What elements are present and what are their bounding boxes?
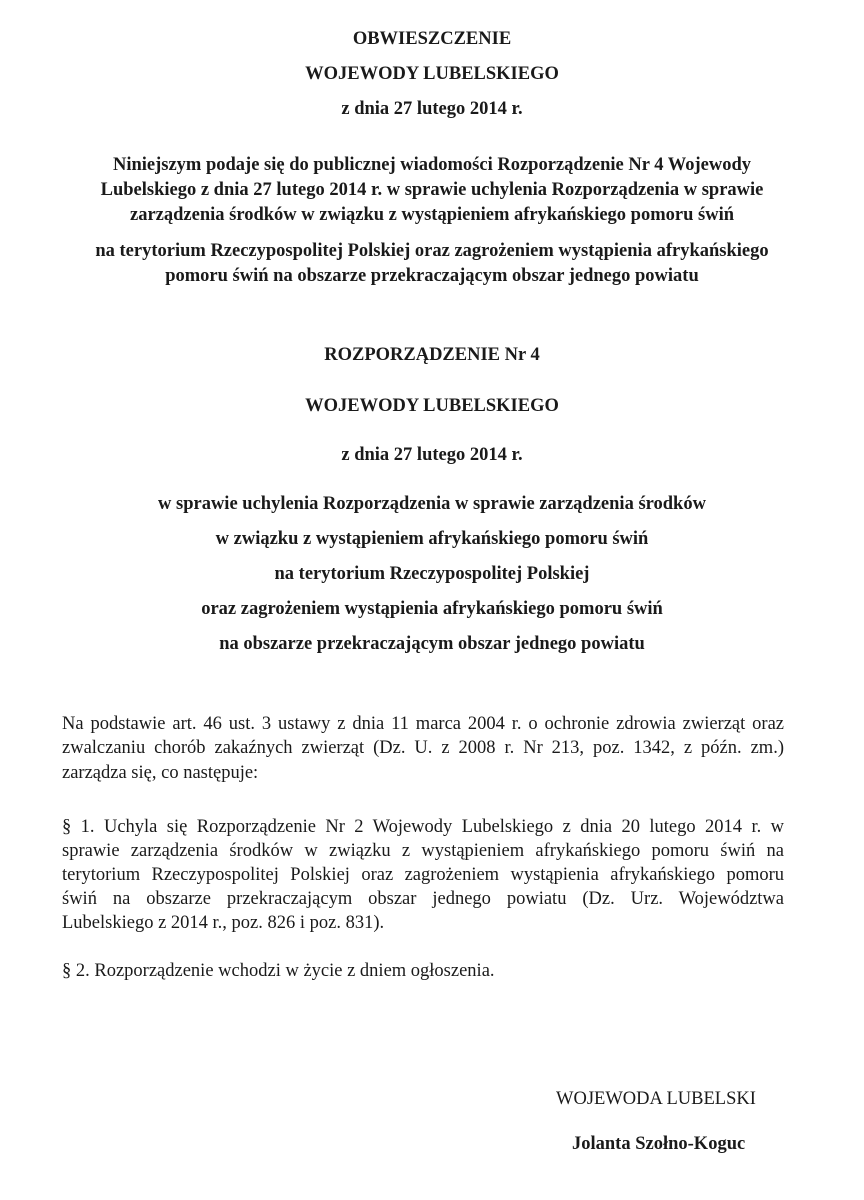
notice-date: z dnia 27 lutego 2014 r. [341, 99, 523, 119]
notice-intro-line: Niniejszym podaje się do publicznej wiadomości Rozporządzenie Nr 4 Wojewody [112, 155, 752, 175]
paragraph-1-line: świń na obszarze przekraczającym obszar jednego powiatu (Dz. Urz. Województwa [62, 889, 784, 909]
notice-title: OBWIESZCZENIE [352, 29, 512, 49]
paragraph-1-line: § 1. Uchyla się Rozporządzenie Nr 2 Wojewody Lubelskiego z dnia 20 lutego 2014 r. w [62, 817, 784, 837]
legal-basis-line: zarządza się, co następuje: [62, 763, 259, 783]
notice-intro-line: pomoru świń na obszarze przekraczającym obszar jednego powiatu [165, 266, 699, 286]
notice-intro-line: Lubelskiego z dnia 27 lutego 2014 r. w sprawie uchylenia Rozporządzenia w sprawie [100, 180, 764, 200]
paragraph-1-line: terytorium Rzeczypospolitej Polskiej oraz zagrożeniem wystąpienia afrykańskiego pomoru [62, 865, 784, 885]
notice-intro-line: na terytorium Rzeczypospolitej Polskiej oraz zagrożeniem wystąpienia afrykańskiego [95, 241, 769, 261]
regulation-subject-line: w związku z wystąpieniem afrykańskiego pomoru świń [215, 529, 649, 549]
paragraph-2: § 2. Rozporządzenie wchodzi w życie z dniem ogłoszenia. [62, 961, 495, 981]
signature-name: Jolanta Szołno-Koguc [572, 1134, 746, 1154]
signature-office: WOJEWODA LUBELSKI [556, 1089, 756, 1109]
regulation-subject-line: w sprawie uchylenia Rozporządzenia w sprawie zarządzenia środków [158, 494, 706, 514]
regulation-subject-line: na terytorium Rzeczypospolitej Polskiej [274, 564, 590, 584]
regulation-subject-line: oraz zagrożeniem wystąpienia afrykańskiego pomoru świń [201, 599, 663, 619]
notice-intro-line: zarządzenia środków w związku z wystąpieniem afrykańskiego pomoru świń [130, 205, 734, 225]
paragraph-1-line: sprawie zarządzenia środków w związku z wystąpieniem afrykańskiego pomoru świń na [62, 841, 784, 861]
regulation-issuer: WOJEWODY LUBELSKIEGO [305, 396, 559, 416]
regulation-title: ROZPORZĄDZENIE Nr 4 [324, 345, 540, 365]
paragraph-1-line: Lubelskiego z 2014 r., poz. 826 i poz. 831). [62, 913, 385, 933]
regulation-subject-line: na obszarze przekraczającym obszar jednego powiatu [219, 634, 645, 654]
regulation-date: z dnia 27 lutego 2014 r. [341, 445, 523, 465]
legal-basis-line: Na podstawie art. 46 ust. 3 ustawy z dnia 11 marca 2004 r. o ochronie zdrowia zwierząt oraz [62, 714, 784, 734]
notice-issuer: WOJEWODY LUBELSKIEGO [305, 64, 559, 84]
legal-basis-line: zwalczaniu chorób zakaźnych zwierząt (Dz. U. z 2008 r. Nr 213, poz. 1342, z późn. zm.) [62, 738, 784, 758]
